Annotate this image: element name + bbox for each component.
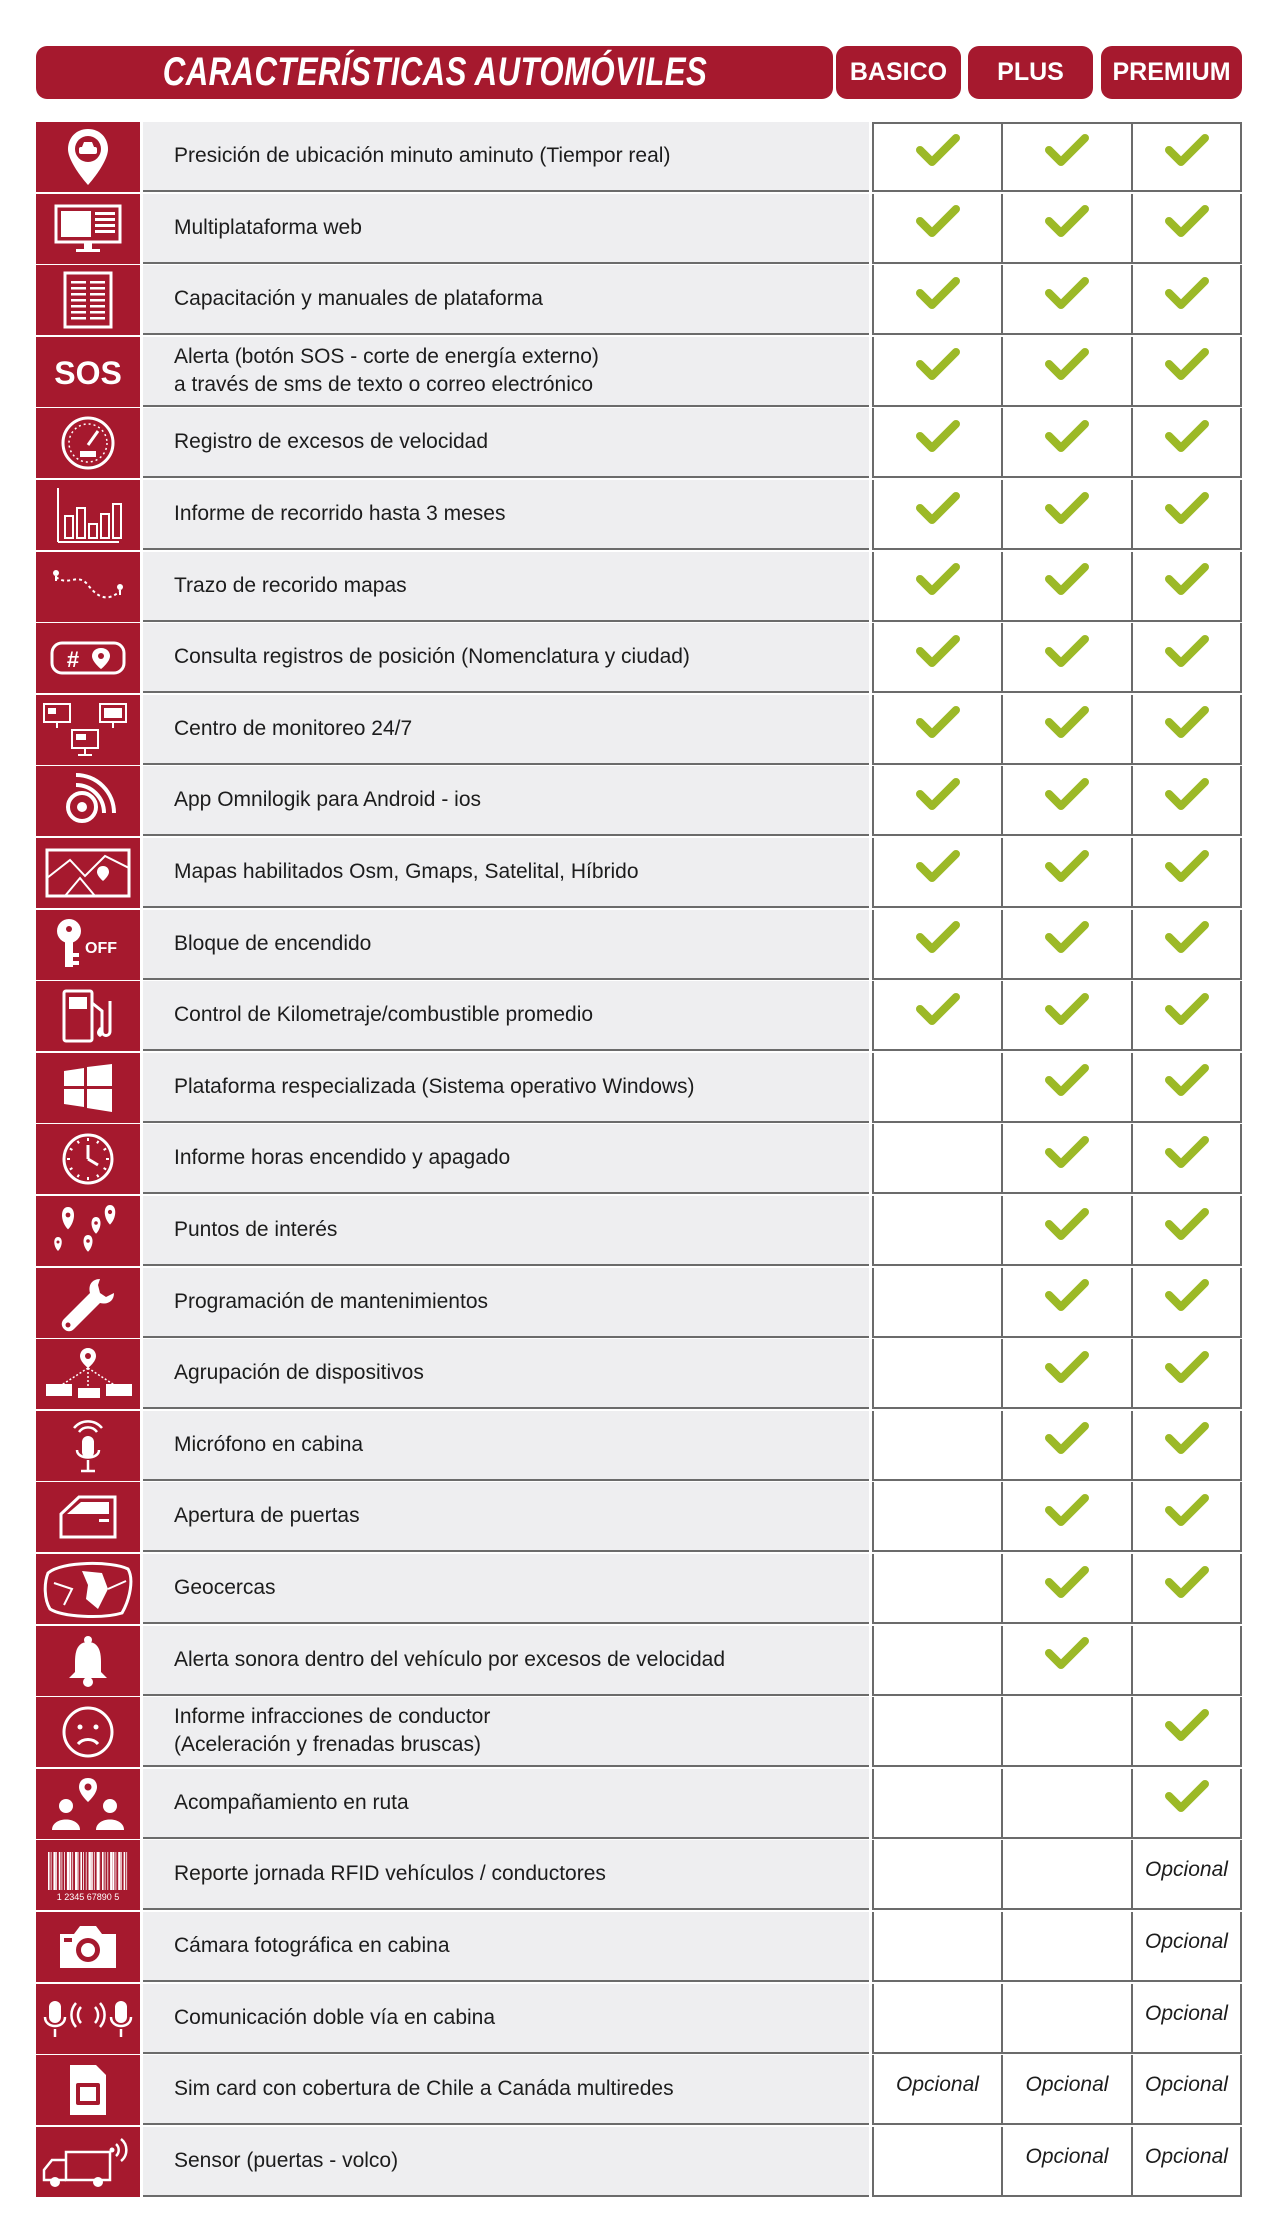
feature-label bbox=[143, 981, 869, 1051]
table-row bbox=[36, 337, 1242, 408]
cell-premium bbox=[1131, 695, 1242, 765]
check-icon bbox=[1045, 1421, 1089, 1460]
sim-card-icon bbox=[36, 2055, 140, 2125]
check-icon bbox=[1165, 1350, 1209, 1389]
check-icon bbox=[1165, 419, 1209, 458]
table-row bbox=[36, 552, 1242, 623]
cell-basico bbox=[872, 1482, 1001, 1552]
cell-plus bbox=[1001, 695, 1131, 765]
check-icon bbox=[1165, 204, 1209, 243]
feature-text-line: Sensor (puertas - volco) bbox=[174, 2148, 399, 2172]
web-monitor-icon bbox=[36, 194, 140, 264]
feature-text-line: App Omnilogik para Android - ios bbox=[174, 788, 481, 812]
check-icon bbox=[916, 920, 960, 959]
table-row bbox=[36, 1053, 1242, 1124]
feature-label bbox=[143, 1053, 869, 1123]
feature-label bbox=[143, 408, 869, 478]
cell-premium bbox=[1131, 552, 1242, 622]
cell-plus bbox=[1001, 194, 1131, 264]
page-title: CARACTERÍSTICAS AUTOMÓVILES bbox=[162, 50, 707, 94]
cell-premium bbox=[1131, 1769, 1242, 1839]
cell-premium bbox=[1131, 1053, 1242, 1123]
table-row bbox=[36, 194, 1242, 265]
check-icon bbox=[1045, 1207, 1089, 1246]
table-row bbox=[36, 1124, 1242, 1195]
check-icon bbox=[1045, 562, 1089, 601]
cell-basico bbox=[872, 1339, 1001, 1409]
barcode-icon bbox=[36, 1840, 140, 1910]
feature-text-line: a través de sms de texto o correo electrónico bbox=[174, 372, 594, 396]
sad-face-icon bbox=[36, 1697, 140, 1767]
cell-premium bbox=[1131, 1411, 1242, 1481]
cell-premium bbox=[1131, 408, 1242, 478]
cell-basico bbox=[872, 1411, 1001, 1481]
cell-plus bbox=[1001, 2127, 1131, 2197]
check-icon bbox=[916, 347, 960, 386]
cell-basico bbox=[872, 695, 1001, 765]
camera-icon bbox=[36, 1912, 140, 1982]
cell-plus bbox=[1001, 337, 1131, 407]
cell-premium bbox=[1131, 1482, 1242, 1552]
check-icon bbox=[1045, 920, 1089, 959]
feature-text-line: Programación de mantenimientos bbox=[174, 1289, 488, 1313]
feature-text-line: Informe de recorrido hasta 3 meses bbox=[174, 502, 506, 525]
plan-header-plus: PLUS bbox=[968, 46, 1093, 99]
cell-plus bbox=[1001, 1984, 1131, 2054]
optional-label: Opcional bbox=[1145, 1858, 1228, 1882]
position-query-icon bbox=[36, 623, 140, 693]
cell-basico bbox=[872, 480, 1001, 550]
route-trace-icon bbox=[36, 552, 140, 622]
check-icon bbox=[1045, 705, 1089, 744]
feature-text-line: Plataforma respecializada (Sistema operativo Windows) bbox=[174, 1074, 695, 1098]
cell-basico bbox=[872, 1196, 1001, 1266]
check-icon bbox=[1165, 634, 1209, 673]
sos-icon bbox=[36, 337, 140, 407]
cell-basico bbox=[872, 766, 1001, 836]
cell-basico bbox=[872, 1912, 1001, 1982]
cell-basico bbox=[872, 552, 1001, 622]
cell-plus bbox=[1001, 910, 1131, 980]
cell-basico bbox=[872, 337, 1001, 407]
cell-basico bbox=[872, 1268, 1001, 1338]
svg-text:1 2345 67890 5: 1 2345 67890 5 bbox=[56, 1892, 120, 1903]
table-row bbox=[36, 1482, 1242, 1553]
cell-basico bbox=[872, 408, 1001, 478]
check-icon bbox=[1165, 1063, 1209, 1102]
cell-basico bbox=[872, 1053, 1001, 1123]
cell-premium bbox=[1131, 981, 1242, 1051]
feature-label bbox=[143, 2055, 869, 2125]
feature-label bbox=[143, 1268, 869, 1338]
feature-text-line: Registro de excesos de velocidad bbox=[174, 430, 489, 454]
table-row bbox=[36, 695, 1242, 766]
two-way-mic-icon bbox=[36, 1984, 140, 2054]
cell-basico bbox=[872, 1626, 1001, 1696]
feature-text-line: Apertura de puertas bbox=[174, 1504, 360, 1528]
check-icon bbox=[1165, 705, 1209, 744]
cell-plus bbox=[1001, 552, 1131, 622]
cell-premium bbox=[1131, 480, 1242, 550]
cell-plus bbox=[1001, 623, 1131, 693]
cell-premium bbox=[1131, 910, 1242, 980]
cell-premium bbox=[1131, 1840, 1242, 1910]
check-icon bbox=[1165, 1135, 1209, 1174]
check-icon bbox=[1165, 1565, 1209, 1604]
cell-plus bbox=[1001, 1912, 1131, 1982]
feature-text-line: Informe horas encendido y apagado bbox=[174, 1146, 511, 1170]
check-icon bbox=[1165, 920, 1209, 959]
cell-premium bbox=[1131, 1124, 1242, 1194]
feature-text-line: Puntos de interés bbox=[174, 1218, 338, 1241]
feature-text-line: Bloque de encendido bbox=[174, 931, 372, 955]
table-row bbox=[36, 1984, 1242, 2055]
cell-plus bbox=[1001, 1697, 1131, 1767]
monitoring-center-icon bbox=[36, 695, 140, 765]
feature-label bbox=[143, 480, 869, 550]
feature-text-line: Consulta registros de posición (Nomenclatura y ciudad) bbox=[174, 645, 690, 669]
optional-label: Opcional bbox=[1145, 2073, 1228, 2097]
cell-premium bbox=[1131, 1697, 1242, 1767]
feature-label bbox=[143, 910, 869, 980]
check-icon bbox=[1045, 491, 1089, 530]
cell-premium bbox=[1131, 1554, 1242, 1624]
cell-plus bbox=[1001, 1411, 1131, 1481]
check-icon bbox=[1045, 1350, 1089, 1389]
table-row bbox=[36, 1626, 1242, 1697]
optional-label: Opcional bbox=[1145, 1930, 1228, 1953]
cell-premium bbox=[1131, 337, 1242, 407]
check-icon bbox=[916, 276, 960, 315]
feature-text-line: Reporte jornada RFID vehículos / conductores bbox=[174, 1862, 606, 1886]
check-icon bbox=[1045, 1063, 1089, 1102]
cell-plus bbox=[1001, 1339, 1131, 1409]
cell-premium bbox=[1131, 766, 1242, 836]
location-car-icon bbox=[36, 122, 140, 192]
table-row bbox=[36, 910, 1242, 981]
check-icon bbox=[1045, 1636, 1089, 1675]
table-row bbox=[36, 265, 1242, 336]
check-icon bbox=[1165, 491, 1209, 530]
check-icon bbox=[1165, 562, 1209, 601]
feature-text-line: Trazo de recorido mapas bbox=[174, 573, 407, 597]
feature-label bbox=[143, 1626, 869, 1696]
cell-basico bbox=[872, 981, 1001, 1051]
cell-premium bbox=[1131, 2055, 1242, 2125]
cell-premium bbox=[1131, 265, 1242, 335]
check-icon bbox=[1165, 992, 1209, 1031]
check-icon bbox=[1165, 1779, 1209, 1818]
table-row bbox=[36, 2055, 1242, 2126]
cell-premium bbox=[1131, 194, 1242, 264]
cell-plus bbox=[1001, 1482, 1131, 1552]
cell-plus bbox=[1001, 2055, 1131, 2125]
check-icon bbox=[916, 562, 960, 601]
feature-label bbox=[143, 1912, 869, 1982]
cell-premium bbox=[1131, 1339, 1242, 1409]
check-icon bbox=[916, 992, 960, 1031]
cell-plus bbox=[1001, 265, 1131, 335]
cell-basico bbox=[872, 1697, 1001, 1767]
check-icon bbox=[1045, 634, 1089, 673]
check-icon bbox=[1045, 1135, 1089, 1174]
table-row bbox=[36, 122, 1242, 193]
cell-basico bbox=[872, 1769, 1001, 1839]
table-row bbox=[36, 838, 1242, 909]
check-icon bbox=[1045, 133, 1089, 172]
check-icon bbox=[916, 204, 960, 243]
table-row bbox=[36, 981, 1242, 1052]
table-row bbox=[36, 1697, 1242, 1768]
cell-premium bbox=[1131, 1626, 1242, 1696]
feature-label bbox=[143, 1840, 869, 1910]
feature-text-line: (Aceleración y frenadas bruscas) bbox=[174, 1733, 481, 1757]
check-icon bbox=[1045, 419, 1089, 458]
feature-text-line: Sim card con cobertura de Chile a Canáda multiredes bbox=[174, 2077, 674, 2101]
check-icon bbox=[1165, 1708, 1209, 1747]
cell-plus bbox=[1001, 1554, 1131, 1624]
feature-label bbox=[143, 1339, 869, 1409]
cell-basico bbox=[872, 2127, 1001, 2197]
check-icon bbox=[1045, 992, 1089, 1031]
device-group-icon bbox=[36, 1339, 140, 1409]
cell-basico bbox=[872, 2055, 1001, 2125]
feature-text-line: Micrófono en cabina bbox=[174, 1432, 364, 1456]
cell-basico bbox=[872, 1124, 1001, 1194]
cell-basico bbox=[872, 194, 1001, 264]
cell-premium bbox=[1131, 1912, 1242, 1982]
cell-plus bbox=[1001, 408, 1131, 478]
feature-text-line: Control de Kilometraje/combustible promedio bbox=[174, 1003, 594, 1027]
speedometer-icon bbox=[36, 408, 140, 478]
cell-basico bbox=[872, 122, 1001, 192]
cell-basico bbox=[872, 910, 1001, 980]
windows-icon bbox=[36, 1053, 140, 1123]
table-row bbox=[36, 766, 1242, 837]
header-title-bar bbox=[36, 46, 833, 99]
feature-text-line: Comunicación doble vía en cabina bbox=[174, 2005, 496, 2029]
cell-plus bbox=[1001, 1196, 1131, 1266]
cell-premium bbox=[1131, 2127, 1242, 2197]
feature-text-line: Acompañamiento en ruta bbox=[174, 1790, 409, 1814]
feature-text-line: Multiplataforma web bbox=[174, 215, 362, 239]
check-icon bbox=[1045, 777, 1089, 816]
fuel-pump-icon bbox=[36, 981, 140, 1051]
feature-text-line: Informe infracciones de conductor bbox=[174, 1705, 491, 1729]
table-row bbox=[36, 1196, 1242, 1267]
key-off-icon bbox=[36, 910, 140, 980]
table-row bbox=[36, 408, 1242, 479]
feature-text-line: Centro de monitoreo 24/7 bbox=[174, 716, 413, 740]
svg-text:#: # bbox=[66, 647, 80, 673]
microphone-icon bbox=[36, 1411, 140, 1481]
feature-label bbox=[143, 766, 869, 836]
cell-premium bbox=[1131, 1268, 1242, 1338]
points-of-interest-icon bbox=[36, 1196, 140, 1266]
feature-text-line: Presición de ubicación minuto aminuto (Tiempor real) bbox=[174, 144, 671, 167]
feature-label bbox=[143, 1196, 869, 1266]
clock-icon bbox=[36, 1124, 140, 1194]
geofence-icon bbox=[36, 1554, 140, 1624]
truck-sensor-icon bbox=[36, 2127, 140, 2197]
cell-premium bbox=[1131, 1984, 1242, 2054]
table-row bbox=[36, 1339, 1242, 1410]
feature-label bbox=[143, 122, 869, 192]
feature-label bbox=[143, 194, 869, 264]
table-row bbox=[36, 1912, 1242, 1983]
feature-text-line: Alerta sonora dentro del vehículo por excesos de velocidad bbox=[174, 1647, 726, 1671]
table-row bbox=[36, 623, 1242, 694]
feature-text-line: Cámara fotográfica en cabina bbox=[174, 1934, 450, 1957]
optional-label: Opcional bbox=[896, 2073, 979, 2097]
cell-basico bbox=[872, 1840, 1001, 1910]
cell-plus bbox=[1001, 1053, 1131, 1123]
cell-premium bbox=[1131, 122, 1242, 192]
cell-basico bbox=[872, 623, 1001, 693]
cell-plus bbox=[1001, 766, 1131, 836]
check-icon bbox=[916, 634, 960, 673]
plan-header-basico: BASICO bbox=[836, 46, 961, 99]
table-row bbox=[36, 2127, 1242, 2198]
check-icon bbox=[1165, 1278, 1209, 1317]
table-row bbox=[36, 1554, 1242, 1625]
optional-label: Opcional bbox=[1025, 2073, 1109, 2097]
cell-premium bbox=[1131, 838, 1242, 908]
cell-premium bbox=[1131, 1196, 1242, 1266]
cell-basico bbox=[872, 265, 1001, 335]
check-icon bbox=[916, 491, 960, 530]
car-door-icon bbox=[36, 1482, 140, 1552]
feature-label bbox=[143, 265, 869, 335]
check-icon bbox=[1045, 204, 1089, 243]
table-row bbox=[36, 480, 1242, 551]
feature-label bbox=[143, 552, 869, 622]
people-location-icon bbox=[36, 1769, 140, 1839]
svg-text:SOS: SOS bbox=[54, 354, 122, 391]
check-icon bbox=[916, 133, 960, 172]
bar-chart-icon bbox=[36, 480, 140, 550]
feature-label bbox=[143, 1554, 869, 1624]
table-row bbox=[36, 1268, 1242, 1339]
feature-text-line: Mapas habilitados Osm, Gmaps, Satelital, Híbrido bbox=[174, 860, 639, 883]
feature-label bbox=[143, 1124, 869, 1194]
manual-document-icon bbox=[36, 265, 140, 335]
feature-label bbox=[143, 2127, 869, 2197]
cell-plus bbox=[1001, 1626, 1131, 1696]
check-icon bbox=[916, 419, 960, 458]
table-row bbox=[36, 1840, 1242, 1911]
cell-plus bbox=[1001, 1840, 1131, 1910]
cell-basico bbox=[872, 1554, 1001, 1624]
check-icon bbox=[916, 849, 960, 888]
feature-label bbox=[143, 623, 869, 693]
check-icon bbox=[1165, 777, 1209, 816]
check-icon bbox=[1045, 276, 1089, 315]
check-icon bbox=[1045, 1278, 1089, 1317]
cell-plus bbox=[1001, 1769, 1131, 1839]
feature-label bbox=[143, 1697, 869, 1767]
cell-plus bbox=[1001, 480, 1131, 550]
cell-plus bbox=[1001, 981, 1131, 1051]
cell-plus bbox=[1001, 838, 1131, 908]
check-icon bbox=[1165, 1493, 1209, 1532]
check-icon bbox=[1165, 1207, 1209, 1246]
feature-text-line: Agrupación de dispositivos bbox=[174, 1361, 424, 1385]
check-icon bbox=[916, 777, 960, 816]
feature-text-line: Alerta (botón SOS - corte de energía externo) bbox=[174, 344, 599, 368]
optional-label: Opcional bbox=[1145, 2144, 1228, 2168]
table-row bbox=[36, 1411, 1242, 1482]
feature-text-line: Geocercas bbox=[174, 1576, 276, 1599]
check-icon bbox=[1165, 133, 1209, 172]
cell-plus bbox=[1001, 122, 1131, 192]
app-signal-icon bbox=[36, 766, 140, 836]
cell-basico bbox=[872, 1984, 1001, 2054]
check-icon bbox=[1165, 276, 1209, 315]
wrench-icon bbox=[36, 1268, 140, 1338]
bell-icon bbox=[36, 1626, 140, 1696]
check-icon bbox=[1045, 849, 1089, 888]
feature-text-line: Capacitación y manuales de plataforma bbox=[174, 287, 543, 311]
cell-premium bbox=[1131, 623, 1242, 693]
check-icon bbox=[1045, 347, 1089, 386]
check-icon bbox=[1045, 1493, 1089, 1532]
feature-label bbox=[143, 1411, 869, 1481]
check-icon bbox=[916, 705, 960, 744]
feature-label bbox=[143, 1769, 869, 1839]
map-icon bbox=[36, 838, 140, 908]
check-icon bbox=[1165, 1421, 1209, 1460]
cell-plus bbox=[1001, 1268, 1131, 1338]
cell-plus bbox=[1001, 1124, 1131, 1194]
feature-label bbox=[143, 695, 869, 765]
check-icon bbox=[1045, 1565, 1089, 1604]
optional-label: Opcional bbox=[1025, 2144, 1109, 2168]
feature-label bbox=[143, 838, 869, 908]
check-icon bbox=[1165, 849, 1209, 888]
svg-text:OFF: OFF bbox=[85, 939, 117, 957]
feature-label bbox=[143, 337, 869, 407]
check-icon bbox=[1165, 347, 1209, 386]
feature-label bbox=[143, 1984, 869, 2054]
plan-header-premium: PREMIUM bbox=[1101, 46, 1242, 99]
optional-label: Opcional bbox=[1145, 2001, 1228, 2025]
feature-label bbox=[143, 1482, 869, 1552]
cell-basico bbox=[872, 838, 1001, 908]
table-row bbox=[36, 1769, 1242, 1840]
